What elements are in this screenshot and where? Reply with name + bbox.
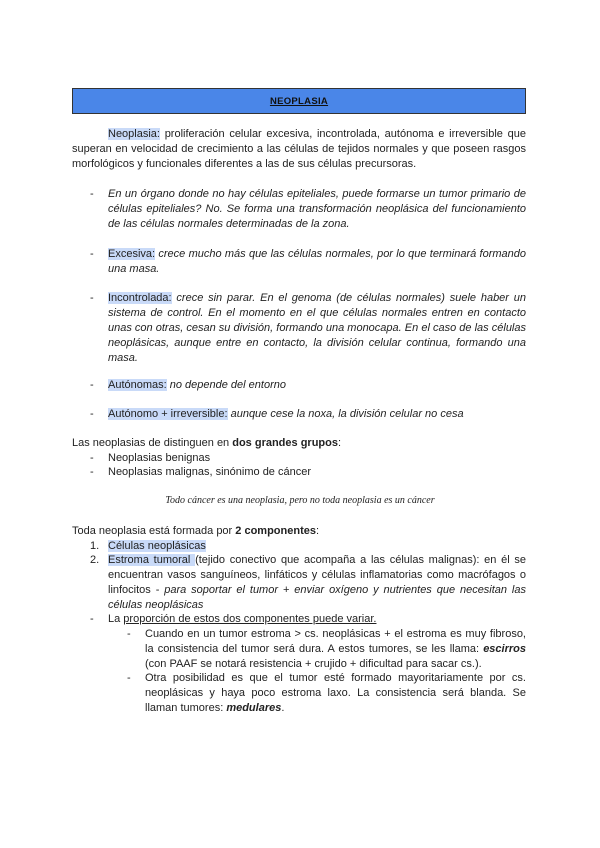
sub2-end: . [281,702,285,714]
intro-paragraph [72,127,526,172]
groups-bold: dos grandes grupos [232,437,338,449]
component-2-term: Estroma tumoral [108,554,196,566]
groups-intro [72,436,526,451]
component-2 [108,553,526,613]
proportion-line [108,612,526,627]
bullet-text: no depende del entorno [166,379,286,391]
bullet-text: aunque cese la noxa, la división celular no cesa [227,408,464,420]
bullet-dash: - [90,292,94,304]
group-malignas: Neoplasias malignas, sinónimo de cáncer [108,466,311,478]
bullet-dash: - [90,188,94,200]
list-number: 1. [90,540,100,552]
bullet-excesiva [108,247,526,277]
components-lead: Toda neoplasia está formada por [72,525,236,537]
list-dash: - [90,466,94,478]
bullet-dash: - [90,248,94,260]
bullet-question [108,187,526,232]
sub2-bold: medulares [226,702,282,714]
component-2-italic: para soportar el tumor + enviar oxígeno y nutrientes que necesitan las células neoplásicas [108,584,526,611]
quote-line: Todo cáncer es una neoplasia, pero no toda neoplasia es un cáncer [165,495,435,506]
sub-medulares [145,671,526,716]
proportion-underlined: proporción de estos dos componentes puede variar. [123,613,377,625]
bullet-term: Autónomo + irreversible: [108,408,228,420]
title-banner [72,88,526,114]
list-dash: - [90,613,94,625]
bullet-text: crece mucho más que las células normales, por lo que terminará formando una masa. [108,248,526,275]
sub1-text: Cuando en un tumor estroma > cs. neoplásicas + el estroma es muy fibroso, la consistencia del tumor será dura. A estos tumores, se les llama: [145,628,526,655]
page-title: NEOPLASIA [269,95,329,107]
sub-dash: - [127,628,131,640]
sub-dash: - [127,672,131,684]
bullet-text: crece sin parar. En el genoma (de células normales) suele haber un sistema de control. En el momento en el que células normales entren en contacto unas con otras, cesan su división, formando una monocapa. En el caso de las células neoplásicas, aunque entre en contacto, la división celular continua, formando una masa. [108,292,526,364]
component-1 [108,539,206,554]
bullet-autonomas [108,378,526,393]
components-end: : [315,525,320,537]
sub1-end: (con PAAF se notará resistencia + crujido + dificultad para sacar cs.). [145,658,482,670]
intro-text: proliferación celular excesiva, incontrolada, autónoma e irreversible que superan en velocidad de crecimiento a las células de tejidos normales y que poseen rasgos morfológicos y funcionales diferentes a las de sus células precursoras. [72,128,526,170]
components-bold: 2 componentes [235,525,316,537]
group-benignas: Neoplasias benignas [108,452,211,464]
bullet-incontrolada [108,291,526,366]
component-1-label: Células neoplásicas [108,540,206,552]
bullet-dash: - [90,408,94,420]
sub2-text: Otra posibilidad es que el tumor esté formado mayoritariamente por cs. neoplásicas y haya poco estroma laxo. La consistencia será blanda. Se llaman tumores: [145,672,526,714]
bullet-term: Incontrolada: [108,292,172,304]
groups-end: : [337,437,342,449]
bullet-term: Excesiva: [108,248,156,260]
bullet-text: En un órgano donde no hay células epiteliales, puede formarse un tumor primario de células epiteliales? No. Se forma una transformación neoplásica del funcionamiento de las células normales determinadas de la zona. [108,188,526,230]
bullet-irreversible [108,407,526,422]
list-number: 2. [90,554,100,566]
groups-lead: Las neoplasias de distinguen en [72,437,233,449]
bullet-dash: - [90,379,94,391]
component-2-text: (tejido conectivo que acompaña a las células malignas): en él se encuentran vasos sanguíneos, linfáticos y células inflamatorias como macrófagos o linfocitos - [108,554,526,596]
sub-escirros [145,627,526,672]
intro-term: Neoplasia: [108,128,160,140]
list-dash: - [90,452,94,464]
sub1-bold: escirros [483,643,526,655]
bullet-term: Autónomas: [108,379,167,391]
components-intro [72,524,526,539]
proportion-lead: La [108,613,124,625]
